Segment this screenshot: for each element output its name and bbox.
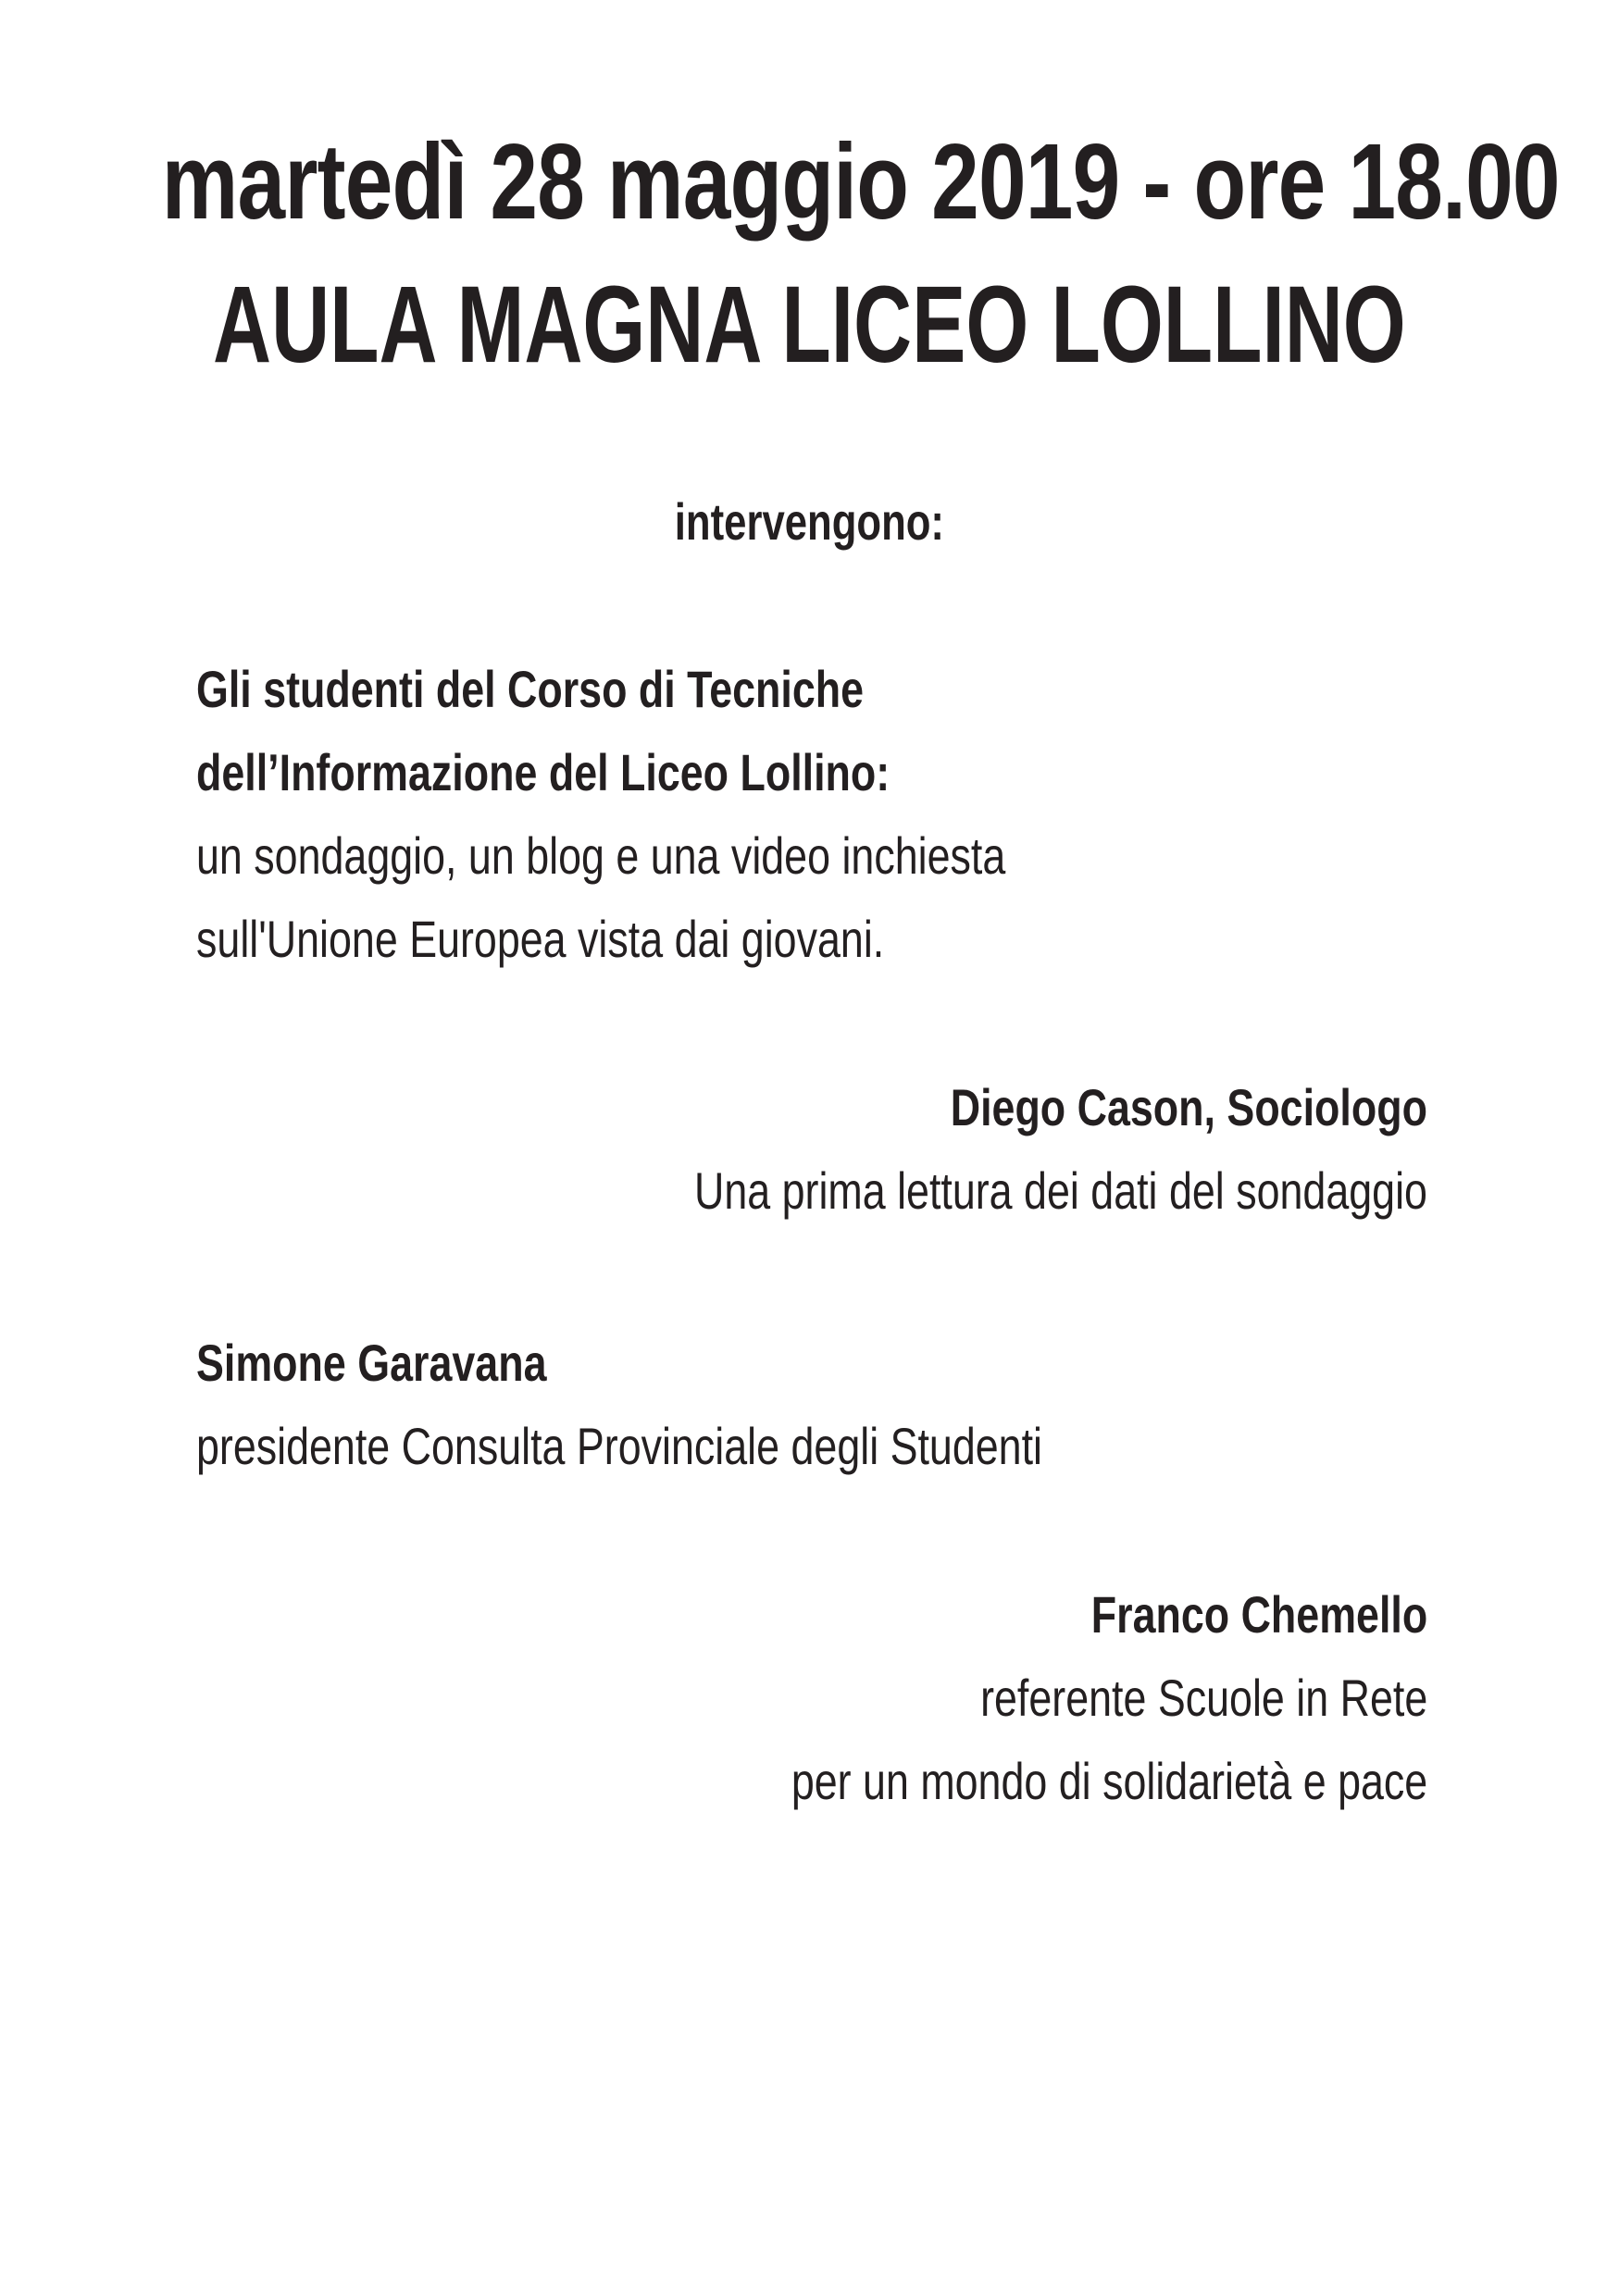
speaker-name-line: Gli studenti del Corso di Tecniche	[196, 660, 865, 718]
speaker-block-students	[196, 648, 1005, 981]
speaker-block-chemello	[791, 1573, 1427, 1823]
speakers-heading: intervengono:	[674, 492, 944, 551]
speaker-block-garavana	[196, 1322, 1042, 1488]
speaker-name-line: Diego Cason, Sociologo	[950, 1078, 1427, 1136]
event-date-time: martedì 28 maggio 2019 - ore 18.00	[161, 121, 1560, 242]
speaker-name-line: dell’Informazione del Liceo Lollino:	[196, 743, 890, 801]
speaker-description-line: referente Scuole in Rete	[979, 1669, 1427, 1727]
speaker-description-line: presidente Consulta Provinciale degli Studenti	[196, 1417, 1042, 1475]
speaker-description-line: sull'Unione Europea vista dai giovani.	[196, 910, 885, 968]
event-venue: AULA MAGNA LICEO LOLLINO	[213, 264, 1406, 386]
speaker-block-cason	[694, 1066, 1427, 1233]
speaker-description-line: un sondaggio, un blog e una video inchiesta	[196, 826, 1006, 885]
speaker-name-line: Franco Chemello	[1090, 1585, 1427, 1644]
speaker-description-line: per un mondo di solidarietà e pace	[791, 1752, 1427, 1810]
speaker-description-line: Una prima lettura dei dati del sondaggio	[694, 1161, 1427, 1220]
speaker-name-line: Simone Garavana	[196, 1334, 547, 1392]
